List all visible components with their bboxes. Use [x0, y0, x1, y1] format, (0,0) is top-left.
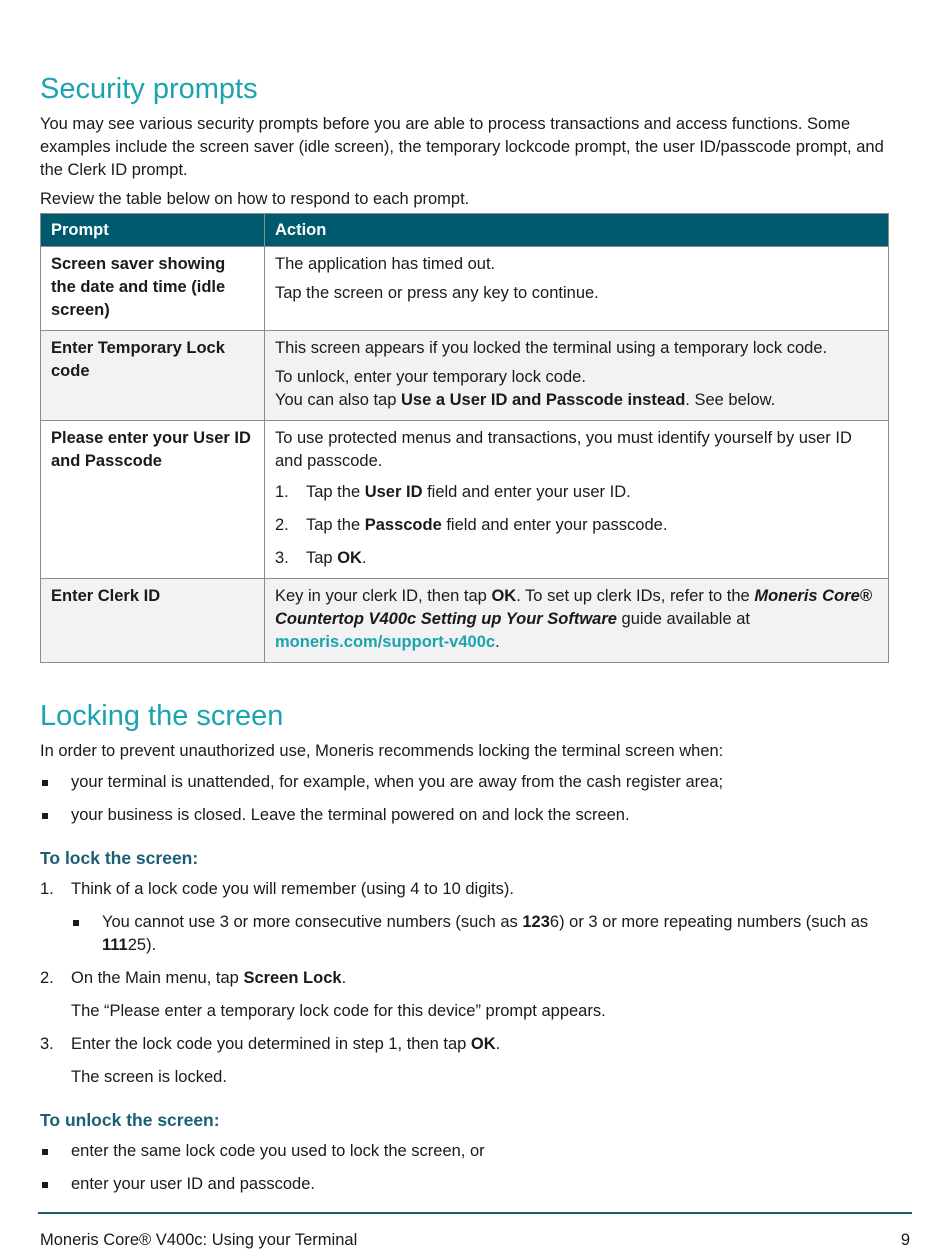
step-text [71, 967, 346, 990]
table-row [41, 246, 889, 330]
action-cell [265, 330, 889, 420]
text-span: . [361, 548, 367, 567]
bold-text: Use a User ID and Passcode instead [401, 390, 686, 409]
bullet-text: enter the same lock code you used to lock the screen, or [71, 1141, 485, 1160]
text-span: Tap [306, 548, 338, 567]
header-prompt: Prompt [41, 213, 265, 246]
action-cell [265, 420, 889, 578]
step-note: The “Please enter a temporary lock code for this device” prompt appears. [71, 1001, 606, 1020]
step-number: 1. [275, 482, 289, 501]
bullet-text: your business is closed. Leave the terminal powered on and lock the screen. [71, 805, 630, 824]
text-span: . [341, 968, 347, 987]
square-bullet-icon [40, 771, 71, 794]
list-item [40, 1173, 910, 1196]
bold-text: Screen Lock [243, 968, 342, 987]
text-span: You cannot use 3 or more consecutive numbers (such as [102, 912, 523, 931]
bullet-text: your terminal is unattended, for example, when you are away from the cash register area; [71, 772, 724, 791]
step-text [306, 481, 631, 504]
text-span: . [495, 632, 500, 651]
square-bullet-icon [40, 1140, 71, 1163]
step-number: 2. [275, 515, 289, 534]
text-span: . [495, 1034, 501, 1053]
list-item [275, 481, 878, 504]
action-text: Tap the screen or press any key to continue. [275, 283, 599, 302]
bold-text: 123 [522, 912, 550, 931]
unlock-heading: To unlock the screen: [40, 1109, 220, 1130]
step-list [275, 481, 878, 570]
text-span: Key in your clerk ID, then tap [275, 586, 492, 605]
square-bullet-icon [40, 1173, 71, 1196]
list-item [40, 878, 910, 957]
page-number: 9 [900, 1231, 910, 1249]
step-number: 1. [40, 879, 54, 898]
text-span: On the Main menu, tap [71, 968, 244, 987]
footer-divider [38, 1212, 912, 1214]
step-row [40, 878, 910, 901]
list-item [40, 1033, 910, 1089]
action-text: To use protected menus and transactions, you must identify yourself by user ID and passcode. [275, 428, 852, 470]
sub-bullet [71, 911, 910, 957]
security-intro: You may see various security prompts before you are able to process transactions and access functions. Some examples include the screen saver (idle screen), the temporary lockcode prompt, the user ID/passcode prompt, and the Clerk ID prompt. [40, 114, 884, 179]
review-text: Review the table below on how to respond to each prompt. [40, 189, 470, 208]
text-span: Tap the [306, 515, 365, 534]
table-row [41, 578, 889, 662]
security-prompts-table [40, 213, 889, 663]
square-bullet-icon [40, 804, 71, 827]
action-text: The application has timed out. [275, 254, 496, 273]
table-header-row [41, 213, 889, 246]
step-text [306, 547, 367, 570]
list-item [40, 967, 910, 1023]
footer-title: Moneris Core® V400c: Using your Terminal [40, 1231, 358, 1249]
section-title-locking-screen: Locking the screen [40, 699, 284, 732]
prompt-cell: Enter Temporary Lock code [41, 330, 265, 420]
bold-text: OK [470, 1034, 496, 1053]
bullet-text: enter your user ID and passcode. [71, 1174, 315, 1193]
list-item [40, 771, 910, 794]
list-item [40, 1140, 910, 1163]
prompt-cell: Please enter your User ID and Passcode [41, 420, 265, 578]
text-span: . See below. [685, 390, 776, 409]
step-text [306, 514, 667, 537]
locking-intro: In order to prevent unauthorized use, Moneris recommends locking the terminal screen when: [40, 741, 724, 760]
lock-step-list [40, 878, 910, 1089]
action-text [275, 389, 878, 412]
bold-text: OK [337, 548, 362, 567]
step-row [40, 1033, 910, 1056]
text-span: You can also tap [275, 390, 401, 409]
action-cell [265, 246, 889, 330]
step-text: Think of a lock code you will remember (using 4 to 10 digits). [71, 879, 514, 898]
text-span: Tap the [306, 482, 365, 501]
bold-text: Passcode [364, 515, 442, 534]
list-item [40, 804, 910, 827]
action-text: To unlock, enter your temporary lock code. [275, 367, 586, 386]
step-number: 3. [275, 548, 289, 567]
step-note: The screen is locked. [71, 1067, 227, 1086]
text-span: field and enter your user ID. [422, 482, 631, 501]
step-text [71, 1033, 500, 1056]
locking-bullet-list [40, 771, 910, 827]
list-item [275, 514, 878, 537]
list-item [275, 547, 878, 570]
sub-bullet-text [102, 911, 910, 957]
bold-text: OK [491, 586, 517, 605]
text-span: . To set up clerk IDs, refer to the [516, 586, 755, 605]
text-span: 25). [127, 935, 157, 954]
table-row [41, 330, 889, 420]
step-number: 2. [40, 968, 54, 987]
step-number: 3. [40, 1034, 54, 1053]
action-text [275, 585, 878, 654]
prompt-cell: Enter Clerk ID [41, 578, 265, 662]
page-content [40, 72, 910, 1206]
lock-heading: To lock the screen: [40, 847, 199, 868]
table-row [41, 420, 889, 578]
unlock-bullet-list [40, 1140, 910, 1196]
guide-title: Moneris Core® Countertop V400c Setting up Your Software [275, 586, 872, 628]
section-title-security-prompts: Security prompts [40, 73, 258, 105]
bold-text: 111 [102, 935, 128, 954]
text-span: field and enter your passcode. [441, 515, 668, 534]
prompt-cell: Screen saver showing the date and time (idle screen) [41, 246, 265, 330]
square-bullet-icon [71, 911, 102, 957]
action-cell [265, 578, 889, 662]
text-span: 6) or 3 or more repeating numbers (such as [549, 912, 869, 931]
header-action: Action [265, 213, 889, 246]
text-span: guide available at [616, 609, 750, 628]
text-span: Enter the lock code you determined in step 1, then tap [71, 1034, 471, 1053]
support-link[interactable]: moneris.com/support-v400c [275, 632, 496, 651]
step-row [40, 967, 910, 990]
action-text: This screen appears if you locked the terminal using a temporary lock code. [275, 338, 828, 357]
bold-text: User ID [364, 482, 423, 501]
